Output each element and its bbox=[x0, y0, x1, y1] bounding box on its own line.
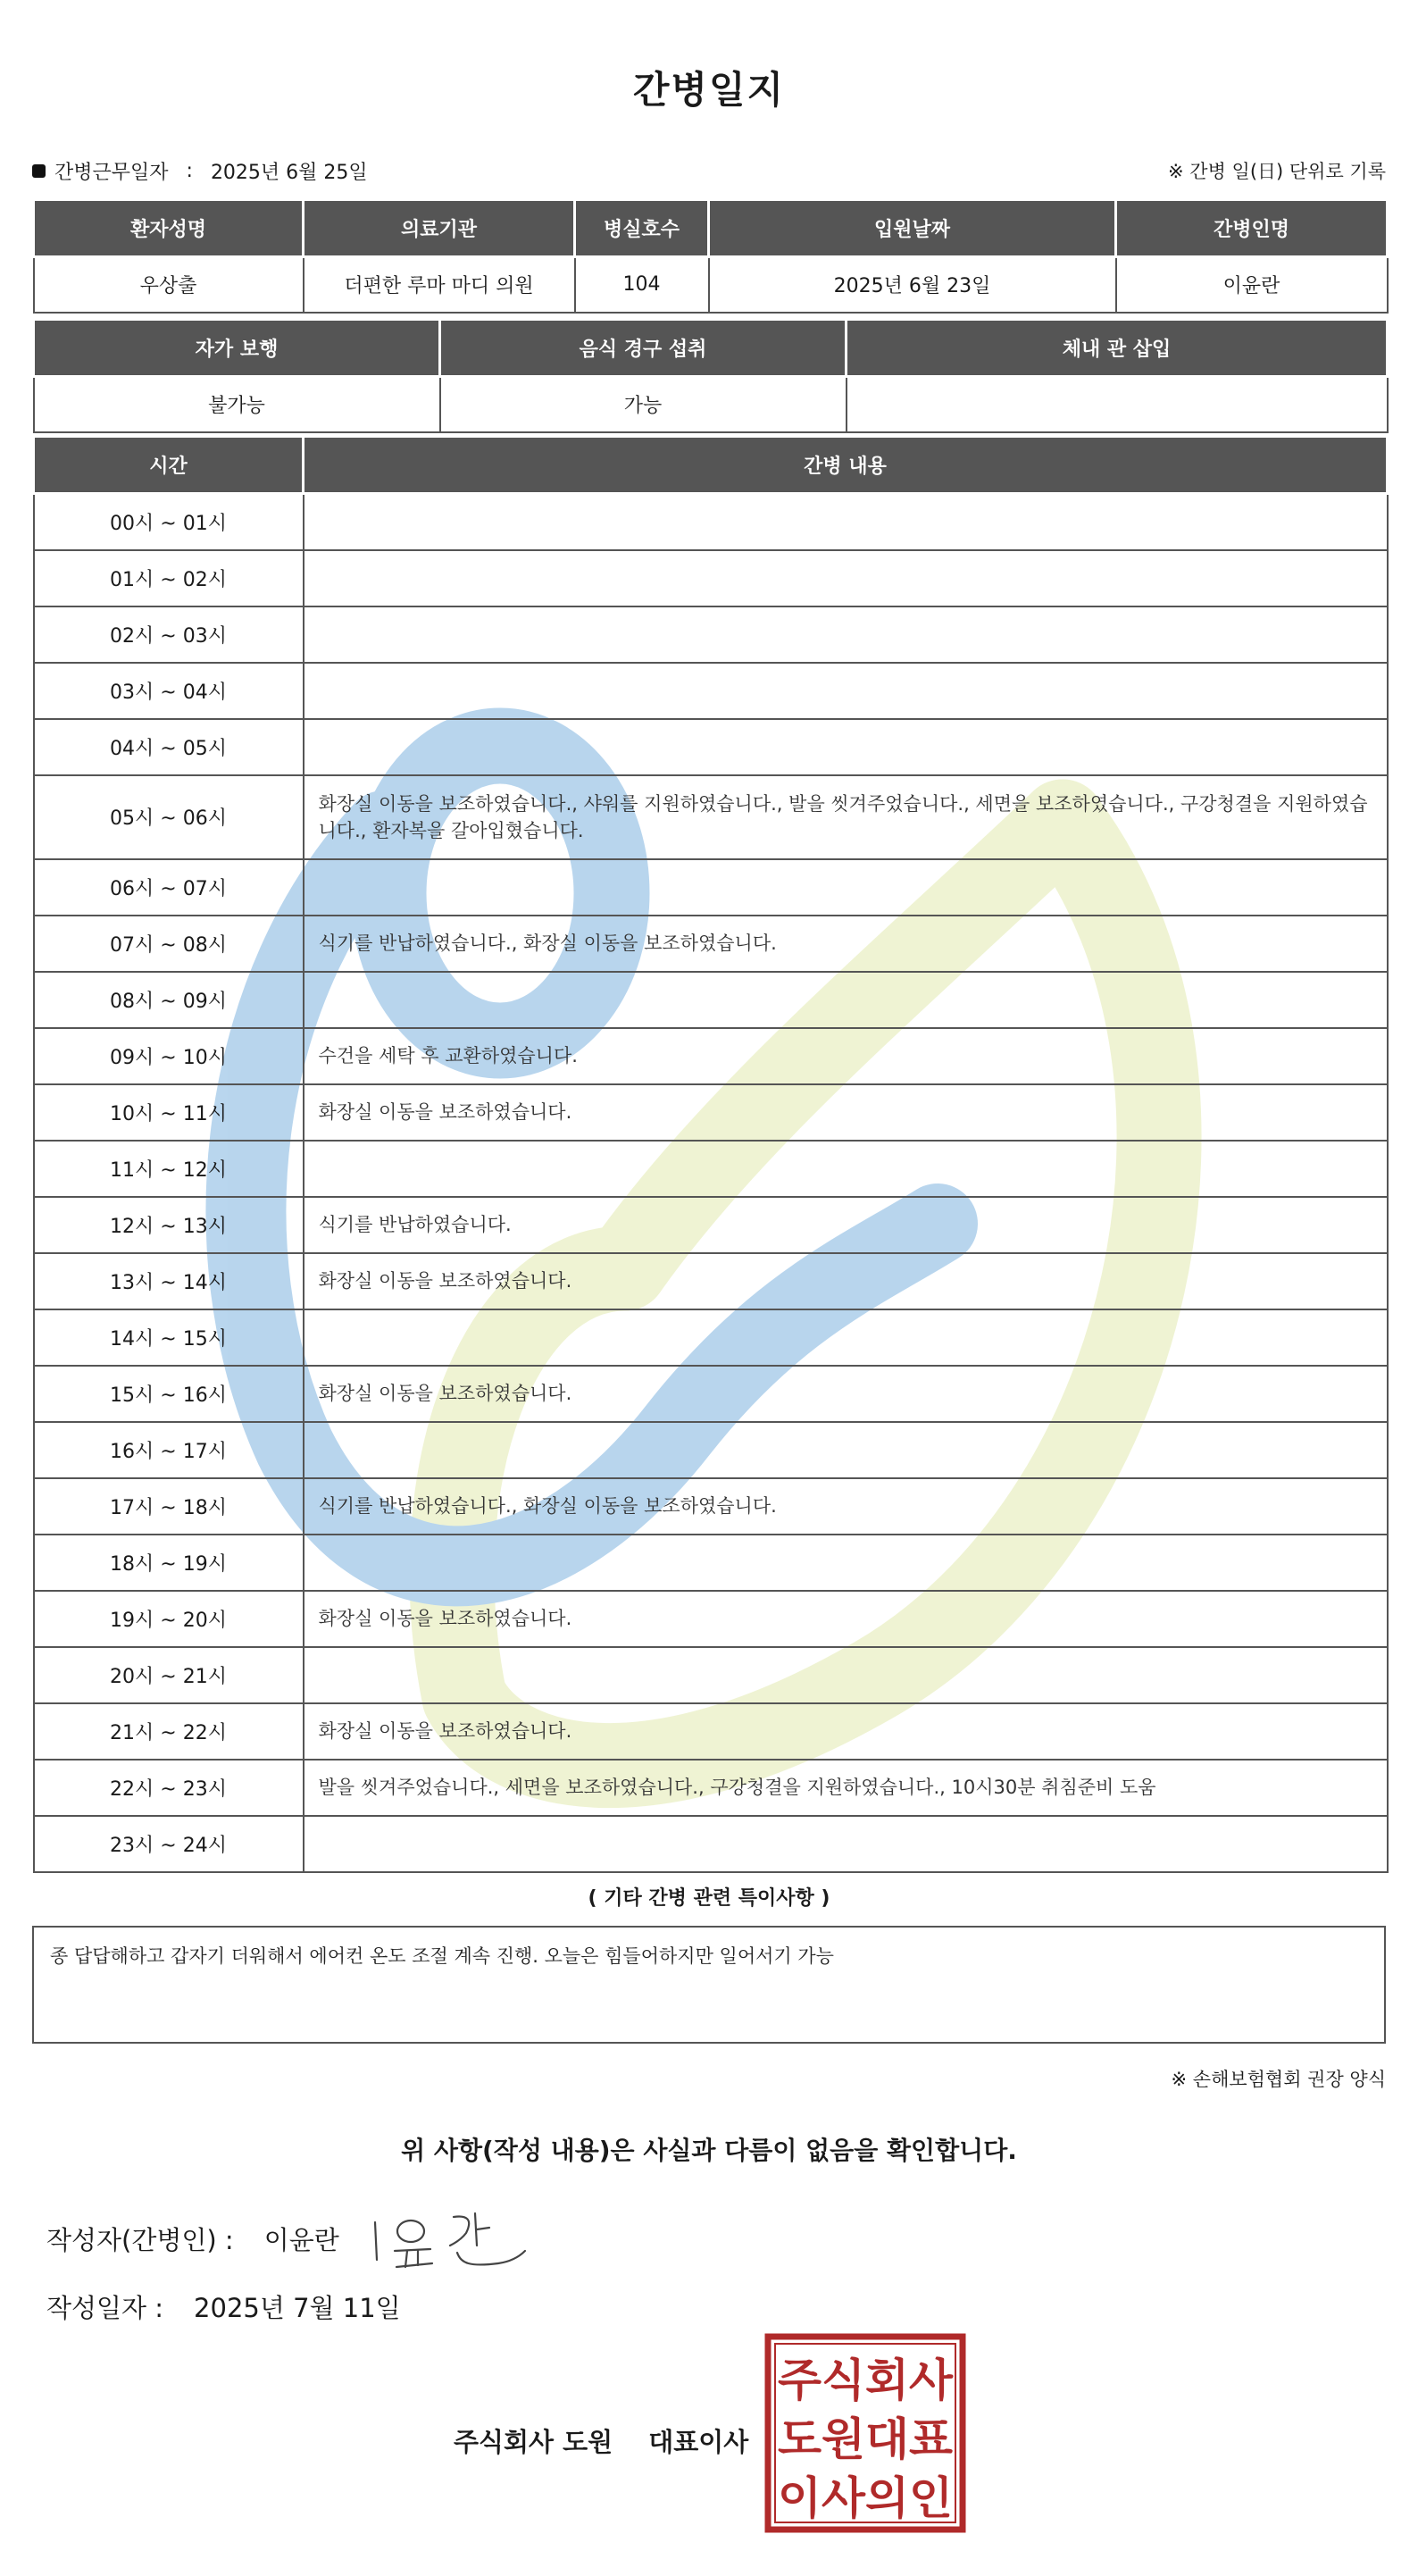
note-cell bbox=[304, 550, 1388, 606]
time-cell: 00시 ~ 01시 bbox=[34, 494, 304, 550]
table-row bbox=[34, 1478, 1388, 1535]
company-name: 주식회사 도원 bbox=[454, 2427, 613, 2457]
header-oral-intake: 음식 경구 섭취 bbox=[440, 320, 847, 377]
writer-name: 이윤란 bbox=[263, 2225, 339, 2255]
company-seal-stamp bbox=[764, 2333, 966, 2533]
table-row bbox=[34, 775, 1388, 859]
note-cell: 화장실 이동을 보조하였습니다. bbox=[304, 1084, 1388, 1141]
time-cell: 09시 ~ 10시 bbox=[34, 1028, 304, 1084]
note-cell bbox=[304, 1647, 1388, 1703]
note-cell bbox=[304, 1535, 1388, 1591]
table-row bbox=[34, 859, 1388, 916]
time-cell: 14시 ~ 15시 bbox=[34, 1309, 304, 1366]
caregiver-name: 이윤란 bbox=[1116, 257, 1388, 313]
note-cell bbox=[304, 1309, 1388, 1366]
seal-line: 이사의인 bbox=[778, 2472, 953, 2524]
self-walking-value: 불가능 bbox=[34, 377, 440, 432]
header-patient-name: 환자성명 bbox=[34, 200, 304, 257]
header-time: 시간 bbox=[34, 437, 304, 494]
time-cell: 15시 ~ 16시 bbox=[34, 1366, 304, 1422]
header-care-content: 간병 내용 bbox=[304, 437, 1388, 494]
confirmation-statement: 위 사항(작성 내용)은 사실과 다름이 없음을 확인합니다. bbox=[401, 2136, 1017, 2165]
note-cell bbox=[304, 1141, 1388, 1197]
note-cell bbox=[304, 606, 1388, 663]
table-row bbox=[34, 1591, 1388, 1647]
table-row bbox=[34, 1366, 1388, 1422]
table-row bbox=[34, 972, 1388, 1028]
header-room: 병실호수 bbox=[575, 200, 709, 257]
note-cell bbox=[304, 972, 1388, 1028]
patient-status-table bbox=[32, 318, 1389, 433]
note-cell bbox=[304, 859, 1388, 916]
seal-line: 주식회사 bbox=[778, 2354, 954, 2406]
time-cell: 20시 ~ 21시 bbox=[34, 1647, 304, 1703]
time-cell: 18시 ~ 19시 bbox=[34, 1535, 304, 1591]
note-cell bbox=[304, 494, 1388, 550]
table-row bbox=[34, 1422, 1388, 1478]
time-cell: 22시 ~ 23시 bbox=[34, 1760, 304, 1816]
note-cell: 수건을 세탁 후 교환하였습니다. bbox=[304, 1028, 1388, 1084]
hospital-name: 더편한 루마 마디 의원 bbox=[304, 257, 575, 313]
note-cell: 화장실 이동을 보조하였습니다. bbox=[304, 1366, 1388, 1422]
misc-notes-box: 종 답답해하고 갑자기 더워해서 에어컨 온도 조절 계속 진행. 오늘은 힘들어하지만 일어서기 가능 bbox=[32, 1926, 1386, 2044]
table-row bbox=[34, 1647, 1388, 1703]
header-hospital: 의료기관 bbox=[304, 200, 575, 257]
time-cell: 02시 ~ 03시 bbox=[34, 606, 304, 663]
time-cell: 23시 ~ 24시 bbox=[34, 1816, 304, 1872]
written-date-row bbox=[46, 2288, 401, 2325]
time-cell: 03시 ~ 04시 bbox=[34, 663, 304, 719]
table-row bbox=[34, 494, 1388, 550]
work-date-separator: : bbox=[186, 160, 193, 182]
time-cell: 01시 ~ 02시 bbox=[34, 550, 304, 606]
time-cell: 13시 ~ 14시 bbox=[34, 1253, 304, 1309]
time-cell: 05시 ~ 06시 bbox=[34, 775, 304, 859]
time-cell: 17시 ~ 18시 bbox=[34, 1478, 304, 1535]
note-cell bbox=[304, 1816, 1388, 1872]
tube-insertion-value bbox=[847, 377, 1388, 432]
misc-notes-title: ( 기타 간병 관련 특이사항 ) bbox=[588, 1887, 830, 1910]
note-cell: 식기를 반납하였습니다., 화장실 이동을 보조하였습니다. bbox=[304, 1478, 1388, 1535]
work-date-label: 간병근무일자 bbox=[54, 162, 169, 184]
header-caregiver-name: 간병인명 bbox=[1116, 200, 1388, 257]
patient-name: 우상출 bbox=[34, 257, 304, 313]
table-row bbox=[34, 1197, 1388, 1253]
note-cell: 화장실 이동을 보조하였습니다., 샤워를 지원하였습니다., 발을 씻겨주었습니다., 세면을 보조하였습니다., 구강청결을 지원하였습니다., 환자복을 갈아입혔습니다. bbox=[304, 775, 1388, 859]
writer-row bbox=[46, 2221, 339, 2257]
time-cell: 19시 ~ 20시 bbox=[34, 1591, 304, 1647]
time-cell: 08시 ~ 09시 bbox=[34, 972, 304, 1028]
table-row bbox=[34, 719, 1388, 775]
note-cell: 화장실 이동을 보조하였습니다. bbox=[304, 1253, 1388, 1309]
work-date-value: 2025년 6월 25일 bbox=[210, 162, 368, 184]
header-tube-insertion: 체내 관 삽입 bbox=[847, 320, 1388, 377]
table-row bbox=[34, 550, 1388, 606]
note-cell: 식기를 반납하였습니다. bbox=[304, 1197, 1388, 1253]
time-cell: 11시 ~ 12시 bbox=[34, 1141, 304, 1197]
unit-note: ※ 간병 일(日) 단위로 기록 bbox=[1168, 161, 1386, 182]
table-row bbox=[34, 916, 1388, 972]
document-title: 간병일지 bbox=[632, 68, 786, 112]
header-self-walking: 자가 보행 bbox=[34, 320, 440, 377]
time-cell: 07시 ~ 08시 bbox=[34, 916, 304, 972]
time-cell: 12시 ~ 13시 bbox=[34, 1197, 304, 1253]
table-row bbox=[34, 1703, 1388, 1760]
writer-label: 작성자(간병인) : bbox=[46, 2225, 234, 2255]
company-row bbox=[454, 2422, 748, 2459]
note-cell: 화장실 이동을 보조하였습니다. bbox=[304, 1591, 1388, 1647]
patient-info-table bbox=[32, 198, 1389, 314]
table-row bbox=[34, 1253, 1388, 1309]
header-admission-date: 입원날짜 bbox=[709, 200, 1116, 257]
time-cell: 21시 ~ 22시 bbox=[34, 1703, 304, 1760]
table-row bbox=[34, 1535, 1388, 1591]
handwritten-signature bbox=[368, 2204, 529, 2274]
note-cell: 화장실 이동을 보조하였습니다. bbox=[304, 1703, 1388, 1760]
admission-date: 2025년 6월 23일 bbox=[709, 257, 1116, 313]
time-cell: 16시 ~ 17시 bbox=[34, 1422, 304, 1478]
time-cell: 10시 ~ 11시 bbox=[34, 1084, 304, 1141]
oral-intake-value: 가능 bbox=[440, 377, 847, 432]
bullet-icon bbox=[32, 164, 46, 178]
written-date-value: 2025년 7월 11일 bbox=[194, 2293, 401, 2323]
table-row bbox=[34, 606, 1388, 663]
note-cell bbox=[304, 1422, 1388, 1478]
care-log-table bbox=[32, 435, 1389, 1873]
note-cell: 식기를 반납하였습니다., 화장실 이동을 보조하였습니다. bbox=[304, 916, 1388, 972]
company-title: 대표이사 bbox=[648, 2427, 749, 2457]
time-cell: 04시 ~ 05시 bbox=[34, 719, 304, 775]
form-footnote: ※ 손해보험협회 권장 양식 bbox=[1171, 2069, 1386, 2090]
table-row bbox=[34, 1760, 1388, 1816]
note-cell: 발을 씻겨주었습니다., 세면을 보조하였습니다., 구강청결을 지원하였습니다., 10시30분 취침준비 도움 bbox=[304, 1760, 1388, 1816]
work-date-row bbox=[32, 157, 1386, 184]
table-row bbox=[34, 1028, 1388, 1084]
note-cell bbox=[304, 719, 1388, 775]
time-cell: 06시 ~ 07시 bbox=[34, 859, 304, 916]
written-date-label: 작성일자 : bbox=[46, 2293, 164, 2323]
table-row bbox=[34, 1084, 1388, 1141]
room-number: 104 bbox=[575, 257, 709, 313]
table-row bbox=[34, 1816, 1388, 1872]
note-cell bbox=[304, 663, 1388, 719]
table-row bbox=[34, 663, 1388, 719]
table-row bbox=[34, 1309, 1388, 1366]
table-row bbox=[34, 1141, 1388, 1197]
seal-line: 도원대표 bbox=[778, 2413, 954, 2465]
